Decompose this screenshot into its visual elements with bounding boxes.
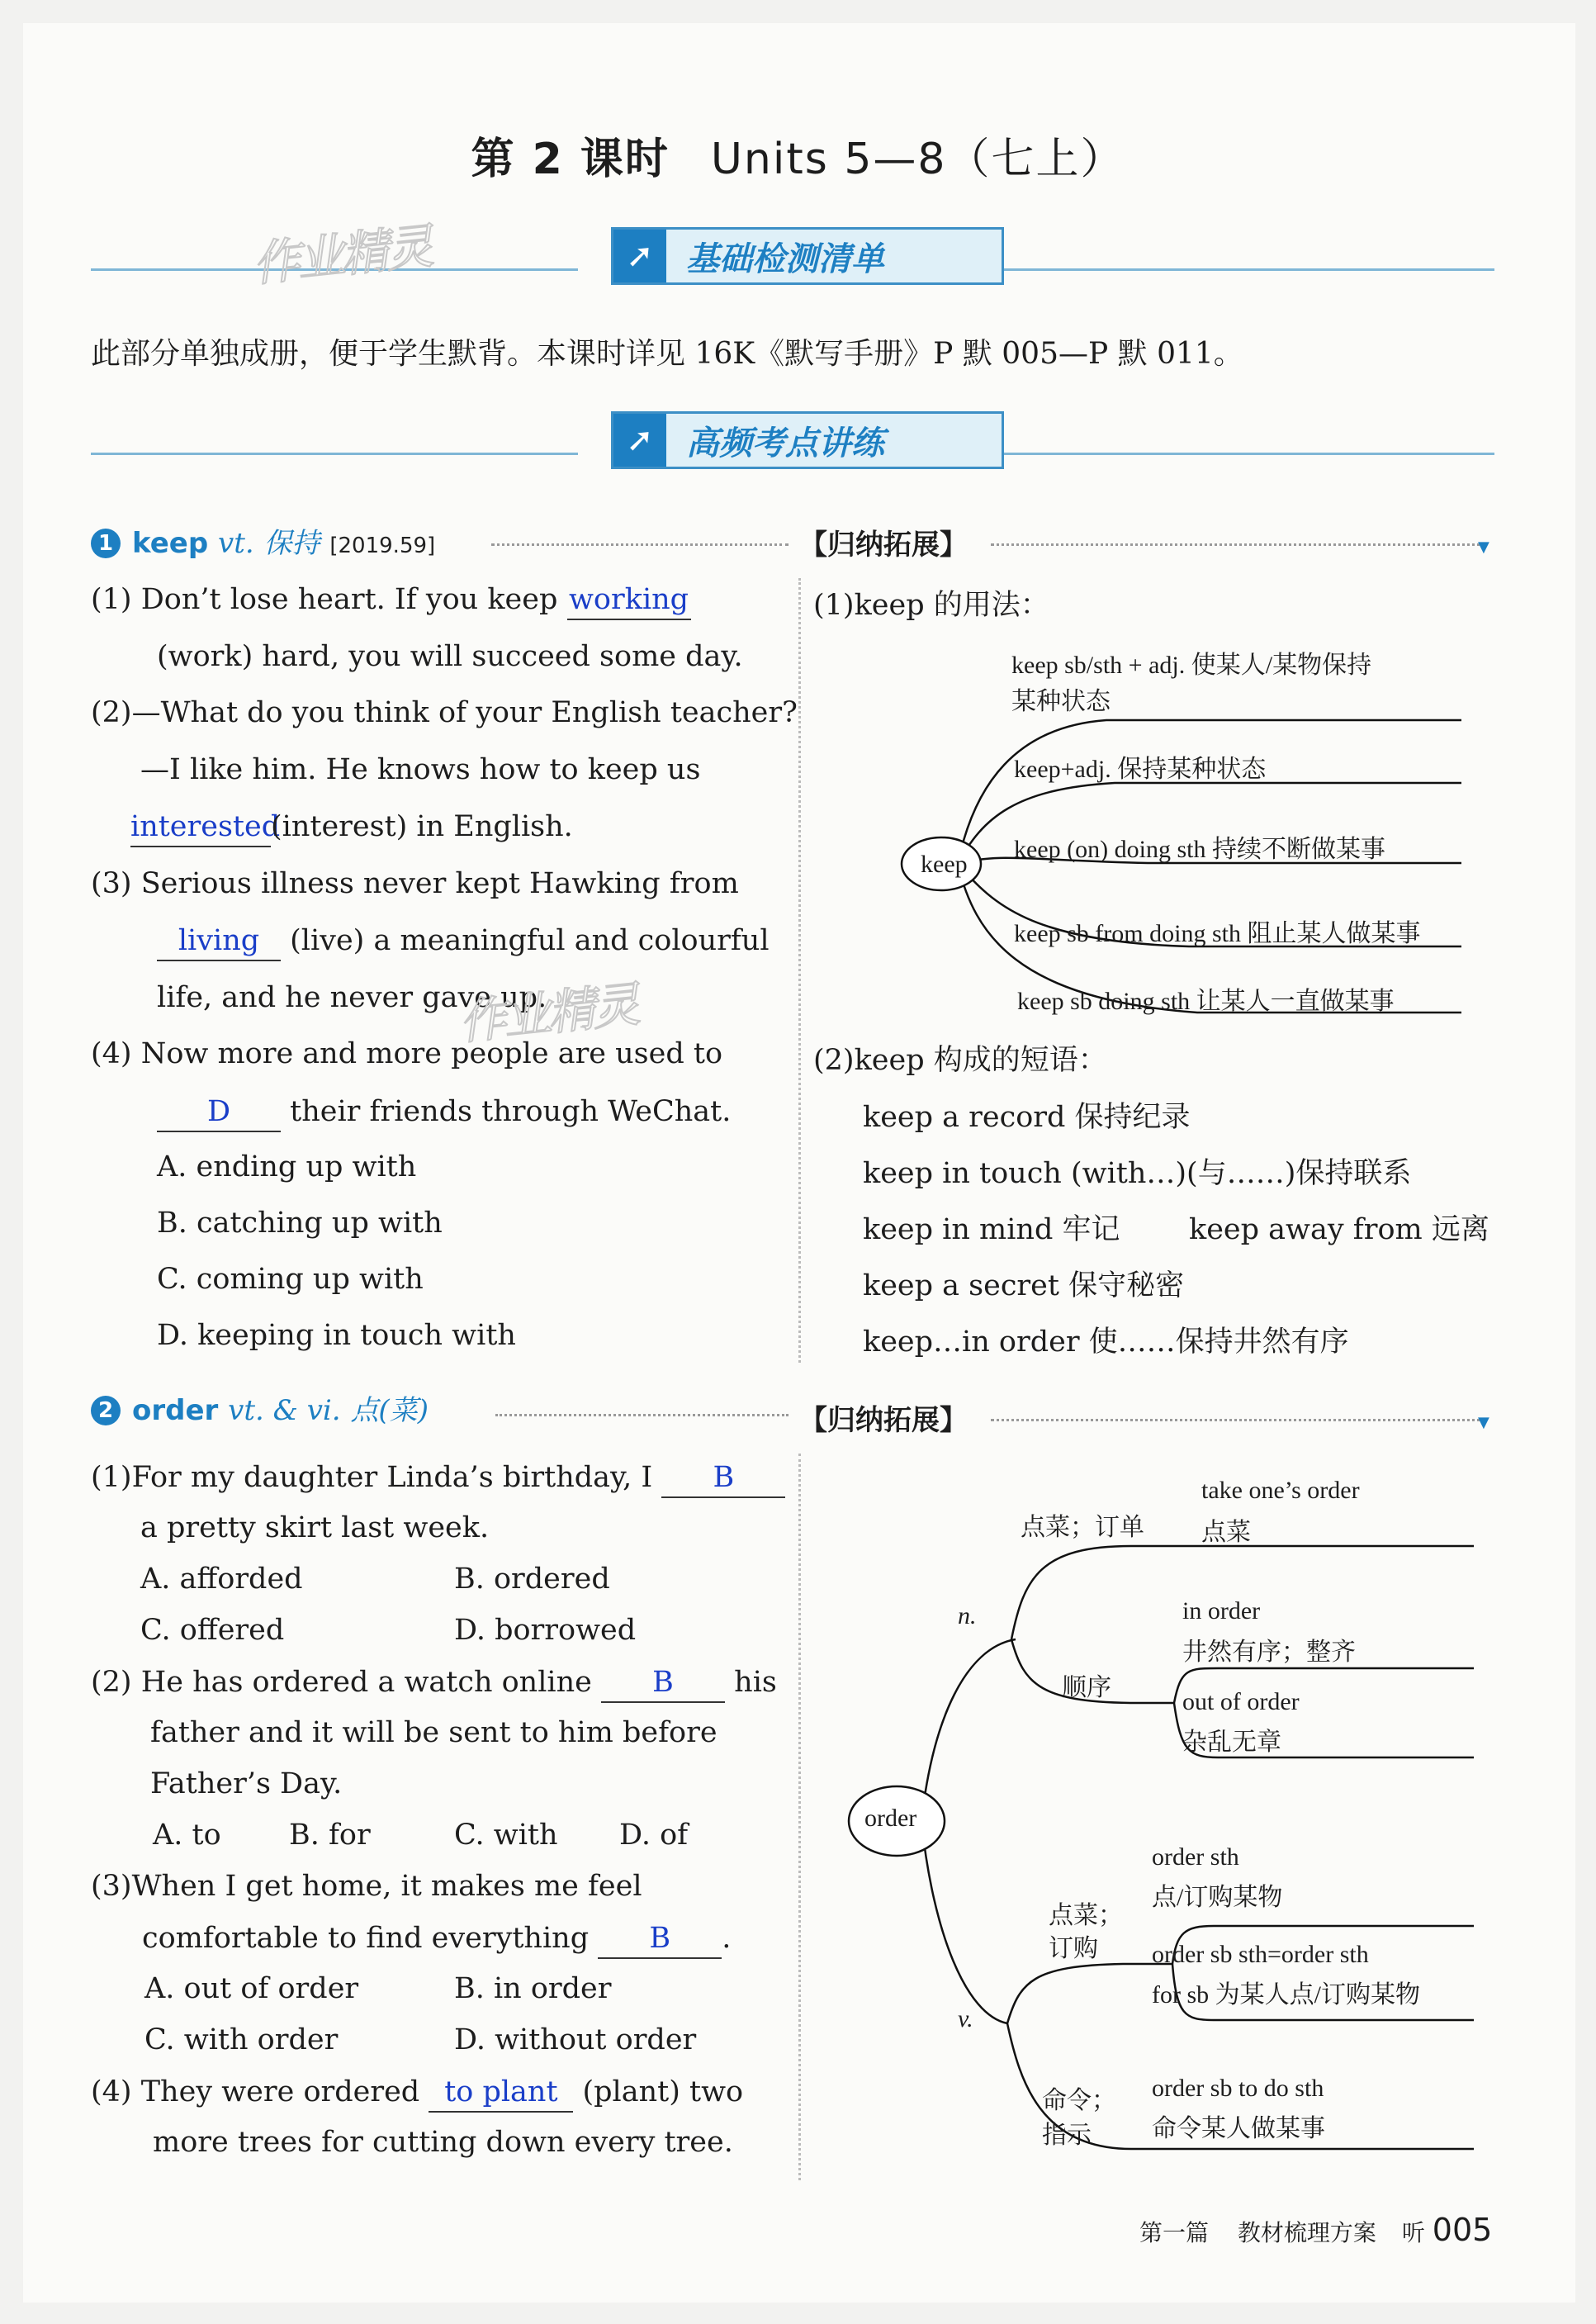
b5-zh: 让某人一直做某事 <box>1196 988 1395 1015</box>
sec2-divider <box>798 1454 801 2180</box>
sec1-header <box>91 520 435 561</box>
n1-en: take one’s order <box>1201 1477 1360 1504</box>
n2b-zh: 杂乱无章 <box>1182 1729 1281 1756</box>
s2-q3-option-c: C. with order <box>144 2023 339 2056</box>
s2-q4-answer[interactable]: to plant <box>429 2075 573 2113</box>
s2-q1-answer[interactable]: B <box>661 1460 785 1498</box>
keep-branch-1 <box>1011 644 1371 681</box>
s1-q1-text: (1) Don’t lose heart. If you keep <box>91 583 558 616</box>
phrase-3: keep in mind 牢记 <box>863 1213 1120 1246</box>
footer <box>1139 2212 1492 2248</box>
s2-q4-post: (plant) two <box>582 2075 744 2108</box>
s2-q2-line1 <box>91 1665 777 1703</box>
sec1-divider <box>798 578 801 1363</box>
phrase-6: keep…in order 使……保持井然有序 <box>863 1326 1349 1359</box>
s1-q1-answer[interactable]: working <box>567 582 691 620</box>
b4-zh: 阻止某人做某事 <box>1247 920 1421 947</box>
s2-q1-line2: a pretty skirt last week. <box>140 1511 490 1544</box>
s1-q2-post: (interest) in English. <box>271 810 573 843</box>
keep-branch-4 <box>1014 913 1420 949</box>
v2-en: order sb to do sth <box>1152 2075 1324 2102</box>
banner-basic-label: 基础检测清单 <box>686 240 884 278</box>
v1a-en: order sth <box>1152 1843 1239 1871</box>
b2-en: keep+adj. <box>1014 756 1111 783</box>
b4-en: keep sb from doing sth <box>1014 920 1241 947</box>
triangle-down-icon: ▼ <box>1478 538 1489 556</box>
s2-q2-text: (2) He has ordered a watch online <box>91 1666 592 1699</box>
lesson-number: 第 2 课时 <box>471 135 670 184</box>
v2-zh1: 命令； <box>1042 2087 1116 2114</box>
s2-q2-answer[interactable]: B <box>601 1665 725 1703</box>
s2-q2-line2: father and it will be sent to him before <box>150 1716 717 1749</box>
sec1-meaning: 保持 <box>263 527 320 560</box>
s2-q1-option-d: D. borrowed <box>454 1614 637 1647</box>
n1-en-zh: 点菜 <box>1201 1519 1251 1546</box>
s2-q4-line1 <box>91 2075 743 2113</box>
s1-q4-option-c: C. coming up with <box>157 1263 424 1296</box>
v1-line <box>1007 1964 1172 2023</box>
order-v-label: v. <box>958 2005 973 2032</box>
banner-line-left-2 <box>91 453 578 455</box>
order-center-label: order <box>864 1805 917 1832</box>
order-n-label: n. <box>958 1602 977 1629</box>
s2-q4-text: (4) They were ordered <box>91 2075 420 2108</box>
v1a-zh: 点/订购某物 <box>1152 1884 1283 1911</box>
sec1-year: [2019.59] <box>329 534 436 558</box>
phrase-1: keep a record 保持纪录 <box>863 1101 1191 1134</box>
banner-line-right <box>999 268 1494 271</box>
s2-q3-line2 <box>142 1921 731 1959</box>
s1-q2-line1: (2)—What do you think of your English teacher? <box>91 696 798 729</box>
n2b-en: out of order <box>1182 1688 1300 1715</box>
s1-q4-line1: (4) Now more and more people are used to <box>91 1037 723 1070</box>
sec1-guina: 【归纳拓展】 <box>799 529 968 562</box>
to-n-line <box>921 1639 1016 1821</box>
s2-q3-post: . <box>722 1922 732 1955</box>
sec1-number: 1 <box>91 529 121 558</box>
s2-q4-line2: more trees for cutting down every tree. <box>153 2126 733 2159</box>
sec2-word: order <box>132 1394 219 1427</box>
b1-zh: 使某人/某物保持 <box>1191 652 1372 679</box>
s2-q3-line1: (3)When I get home, it makes me feel <box>91 1870 642 1903</box>
footer-listen: 听 <box>1401 2219 1425 2246</box>
b1-en: keep sb/sth + adj. <box>1011 652 1186 679</box>
to-v-line <box>921 1821 1007 2023</box>
keep-branch-1b: 某种状态 <box>1011 688 1111 715</box>
sec2-meaning: 点(菜) <box>350 1394 429 1427</box>
sec2-pos: vt. & vi. <box>228 1394 341 1427</box>
page-number: 005 <box>1432 2212 1493 2248</box>
s2-q3-answer[interactable]: B <box>598 1921 722 1959</box>
v1-zh2: 订购 <box>1049 1935 1098 1962</box>
sec1-pos: vt. <box>218 527 254 560</box>
sec1-dotline-left <box>491 543 789 546</box>
s2-q2-option-b: B. for <box>289 1819 371 1852</box>
s1-q2-line2: —I like him. He knows how to keep us <box>140 753 701 786</box>
s1-q2-line3 <box>130 809 573 847</box>
phrase-4: keep away from 远离 <box>1189 1213 1489 1246</box>
n1-line <box>1011 1546 1474 1639</box>
s2-q1-option-b: B. ordered <box>454 1563 610 1596</box>
sec2-dotline-left <box>495 1414 789 1416</box>
page-title <box>0 124 1596 186</box>
b3-zh: 持续不断做某事 <box>1211 836 1385 863</box>
s1-q3-line3: life, and he never gave up. <box>157 981 547 1014</box>
s2-q1-line1 <box>91 1460 785 1498</box>
banner-basic <box>611 227 1004 285</box>
s2-q2-option-d: D. of <box>619 1819 689 1852</box>
arrow-icon: ➚ <box>613 414 666 467</box>
s1-q3-post: (live) a meaningful and colourful <box>290 924 770 957</box>
s2-q3-text: comfortable to find everything <box>142 1922 590 1955</box>
keep-branch-5 <box>1017 980 1395 1017</box>
triangle-down-icon-2: ▼ <box>1478 1414 1489 1431</box>
banner-high-label: 高频考点讲练 <box>686 424 884 462</box>
arrow-icon: ➚ <box>613 230 666 282</box>
s2-q1-option-a: A. afforded <box>140 1563 303 1596</box>
s1-q4-option-b: B. catching up with <box>157 1207 443 1240</box>
keep-branch-2 <box>1014 748 1266 785</box>
s2-q2-option-a: A. to <box>153 1819 221 1852</box>
s2-q3-option-d: D. without order <box>454 2023 697 2056</box>
n1-zh: 点菜；订单 <box>1021 1514 1144 1541</box>
s1-q3-answer[interactable]: living <box>157 923 281 961</box>
s1-q4-option-a: A. ending up with <box>157 1150 417 1183</box>
s2-q1-text: (1)For my daughter Linda’s birthday, I <box>91 1461 653 1494</box>
units-label: Units 5—8（七上） <box>710 135 1125 184</box>
sec2-guina: 【归纳拓展】 <box>799 1404 968 1437</box>
sec1-word: keep <box>132 527 209 560</box>
v1b-zh: for sb 为某人点/订购某物 <box>1152 1981 1420 2009</box>
s1-expand-h2: (2)keep 构成的短语： <box>813 1044 1107 1077</box>
s2-q2-option-c: C. with <box>454 1819 558 1852</box>
phrase-5: keep a secret 保守秘密 <box>863 1269 1185 1302</box>
keep-center-label: keep <box>921 851 968 878</box>
s1-q3-line2 <box>157 923 770 961</box>
s1-q1-line1 <box>91 582 691 620</box>
n2a-zh: 井然有序；整齐 <box>1182 1639 1356 1666</box>
v1-zh1: 点菜； <box>1049 1902 1123 1929</box>
phrase-2: keep in touch (with…)(与……)保持联系 <box>863 1157 1412 1190</box>
s2-q2-line3: Father’s Day. <box>150 1767 343 1800</box>
n2a-en: in order <box>1182 1597 1261 1624</box>
v2-zh2: 指示 <box>1042 2122 1092 2149</box>
watermark-2: 作业精灵 <box>456 975 640 1051</box>
banner-high <box>611 411 1004 469</box>
b2-zh: 保持某种状态 <box>1117 756 1267 783</box>
sec2-dotline-right <box>991 1419 1486 1421</box>
b5-en: keep sb doing sth <box>1017 988 1191 1015</box>
keep-branch-3 <box>1014 828 1385 865</box>
banner-line-right-2 <box>999 453 1494 455</box>
s2-q3-option-b: B. in order <box>454 1972 612 2005</box>
s1-q4-line2 <box>157 1094 731 1132</box>
s1-q3-line1: (3) Serious illness never kept Hawking from <box>91 867 739 900</box>
b3-en: keep (on) doing sth <box>1014 836 1206 863</box>
s2-q1-option-c: C. offered <box>140 1614 285 1647</box>
footer-name: 教材梳理方案 <box>1237 2219 1376 2246</box>
order-mindmap <box>842 1470 1494 2180</box>
watermark: 作业精灵 <box>249 217 433 293</box>
note-text: 此部分单独成册，便于学生默背。本课时详见 16K《默写手册》P 默 005—P 默 011。 <box>91 337 1243 371</box>
n2-zh: 顺序 <box>1062 1674 1111 1701</box>
s1-q1-line2: (work) hard, you will succeed some day. <box>157 640 743 673</box>
sec2-number: 2 <box>91 1396 121 1425</box>
sec1-dotline-right <box>991 543 1486 546</box>
v2-en-zh: 命令某人做某事 <box>1152 2115 1325 2142</box>
s1-q4-answer[interactable]: D <box>157 1094 281 1132</box>
s1-q4-post: their friends through WeChat. <box>290 1095 732 1128</box>
sec2-header <box>91 1387 429 1428</box>
s2-q2-post: his <box>734 1666 777 1699</box>
v1b-en: order sb sth=order sth <box>1152 1941 1369 1968</box>
s1-q4-option-d: D. keeping in touch with <box>157 1319 516 1352</box>
s1-expand-h1: (1)keep 的用法： <box>813 589 1049 622</box>
footer-part: 第一篇 <box>1139 2219 1210 2246</box>
s2-q3-option-a: A. out of order <box>144 1972 359 2005</box>
s1-q2-answer[interactable]: interested <box>130 809 271 847</box>
